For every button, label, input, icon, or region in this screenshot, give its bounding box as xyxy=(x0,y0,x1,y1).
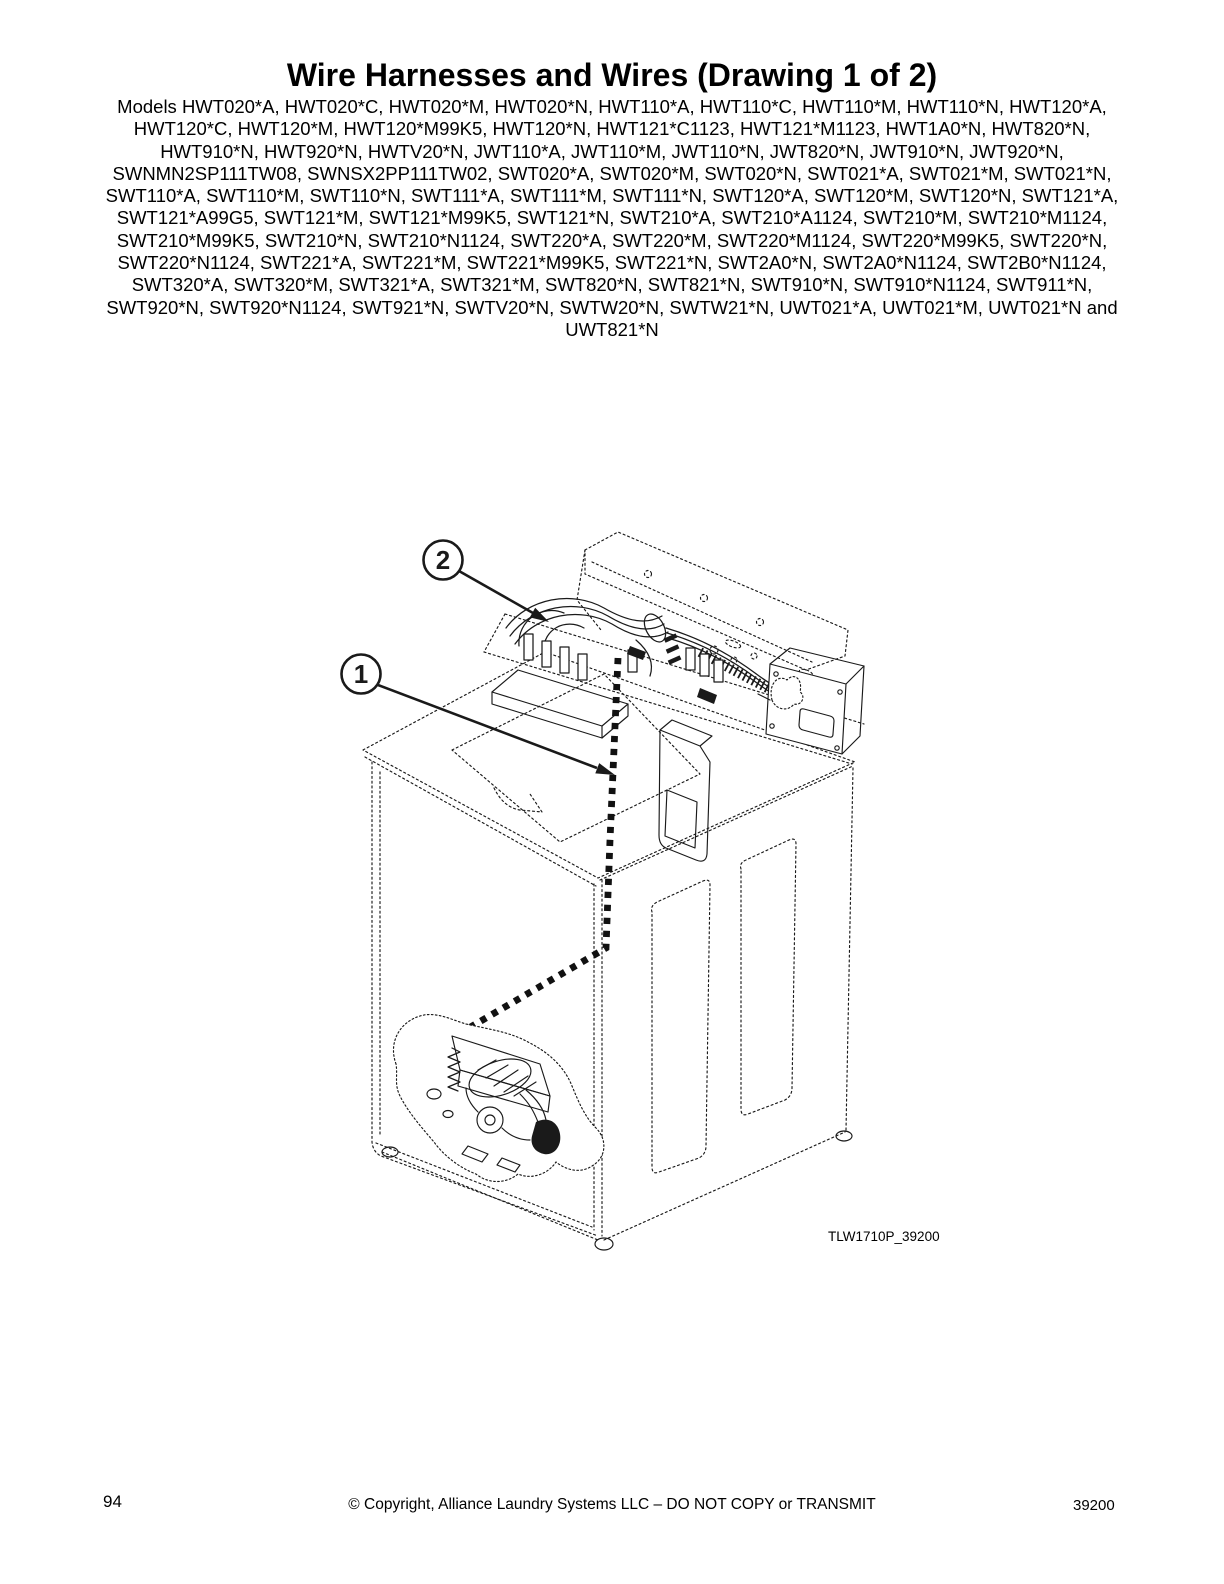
dispenser-column xyxy=(659,720,712,861)
callout-2 xyxy=(424,541,550,623)
models-line: SWT320*A, SWT320*M, SWT321*A, SWT321*M, SWT820*N, SWT821*N, SWT910*N, SWT910*N1124, SWT911*N, xyxy=(131,274,1093,296)
models-line: SWT220*N1124, SWT221*A, SWT221*M, SWT221*M99K5, SWT221*N, SWT2A0*N, SWT2A0*N1124, SWT2B0*N1124, xyxy=(117,252,1107,274)
models-line: SWT920*N, SWT920*N1124, SWT921*N, SWTV20*N, SWTW20*N, SWTW21*N, UWT021*A, UWT021*M, UWT021*N and xyxy=(106,296,1118,318)
models-line: SWT210*M99K5, SWT210*N, SWT210*N1124, SWT220*A, SWT220*M, SWT220*M1124, SWT220*M99K5, SWT220*N, xyxy=(116,229,1108,251)
models-line: SWNMN2SP111TW08, SWNSX2PP111TW02, SWT020*A, SWT020*M, SWT020*N, SWT021*A, SWT021*M, SWT021*N, xyxy=(112,162,1112,184)
footer-doc-number: 39200 xyxy=(1073,1497,1115,1514)
control-module-box xyxy=(758,648,864,754)
figure-reference-label: TLW1710P_39200 xyxy=(828,1229,940,1244)
wire-path-dotted xyxy=(462,658,618,1032)
callout-1-number: 1 xyxy=(353,659,369,689)
footer-page-number: 94 xyxy=(103,1492,122,1511)
motor-cutaway xyxy=(393,1015,603,1182)
models-line: SWT121*A99G5, SWT121*M, SWT121*M99K5, SWT121*N, SWT210*A, SWT210*A1124, SWT210*M, SWT210*M1124, xyxy=(116,207,1108,229)
page-title: Wire Harnesses and Wires (Drawing 1 of 2) xyxy=(286,57,938,93)
models-line: HWT910*N, HWT920*N, HWTV20*N, JWT110*A, JWT110*M, JWT110*N, JWT820*N, JWT910*N, JWT920*N, xyxy=(160,140,1064,162)
callout-1 xyxy=(342,655,616,776)
console-hood xyxy=(577,532,848,670)
models-line: UWT821*N xyxy=(565,318,659,340)
models-line: SWT110*A, SWT110*M, SWT110*N, SWT111*A, SWT111*M, SWT111*N, SWT120*A, SWT120*M, SWT120*N, SWT121*A, xyxy=(105,185,1119,207)
callout-2-number: 2 xyxy=(435,545,451,575)
models-line: Models HWT020*A, HWT020*C, HWT020*M, HWT020*N, HWT110*A, HWT110*C, HWT110*M, HWT110*N, HWT120*A, xyxy=(117,96,1107,117)
models-line: HWT120*C, HWT120*M, HWT120*M99K5, HWT120*N, HWT121*C1123, HWT121*M1123, HWT1A0*N, HWT820*N, xyxy=(133,118,1091,140)
footer-copyright: © Copyright, Alliance Laundry Systems LLC – DO NOT COPY or TRANSMIT xyxy=(348,1496,876,1513)
